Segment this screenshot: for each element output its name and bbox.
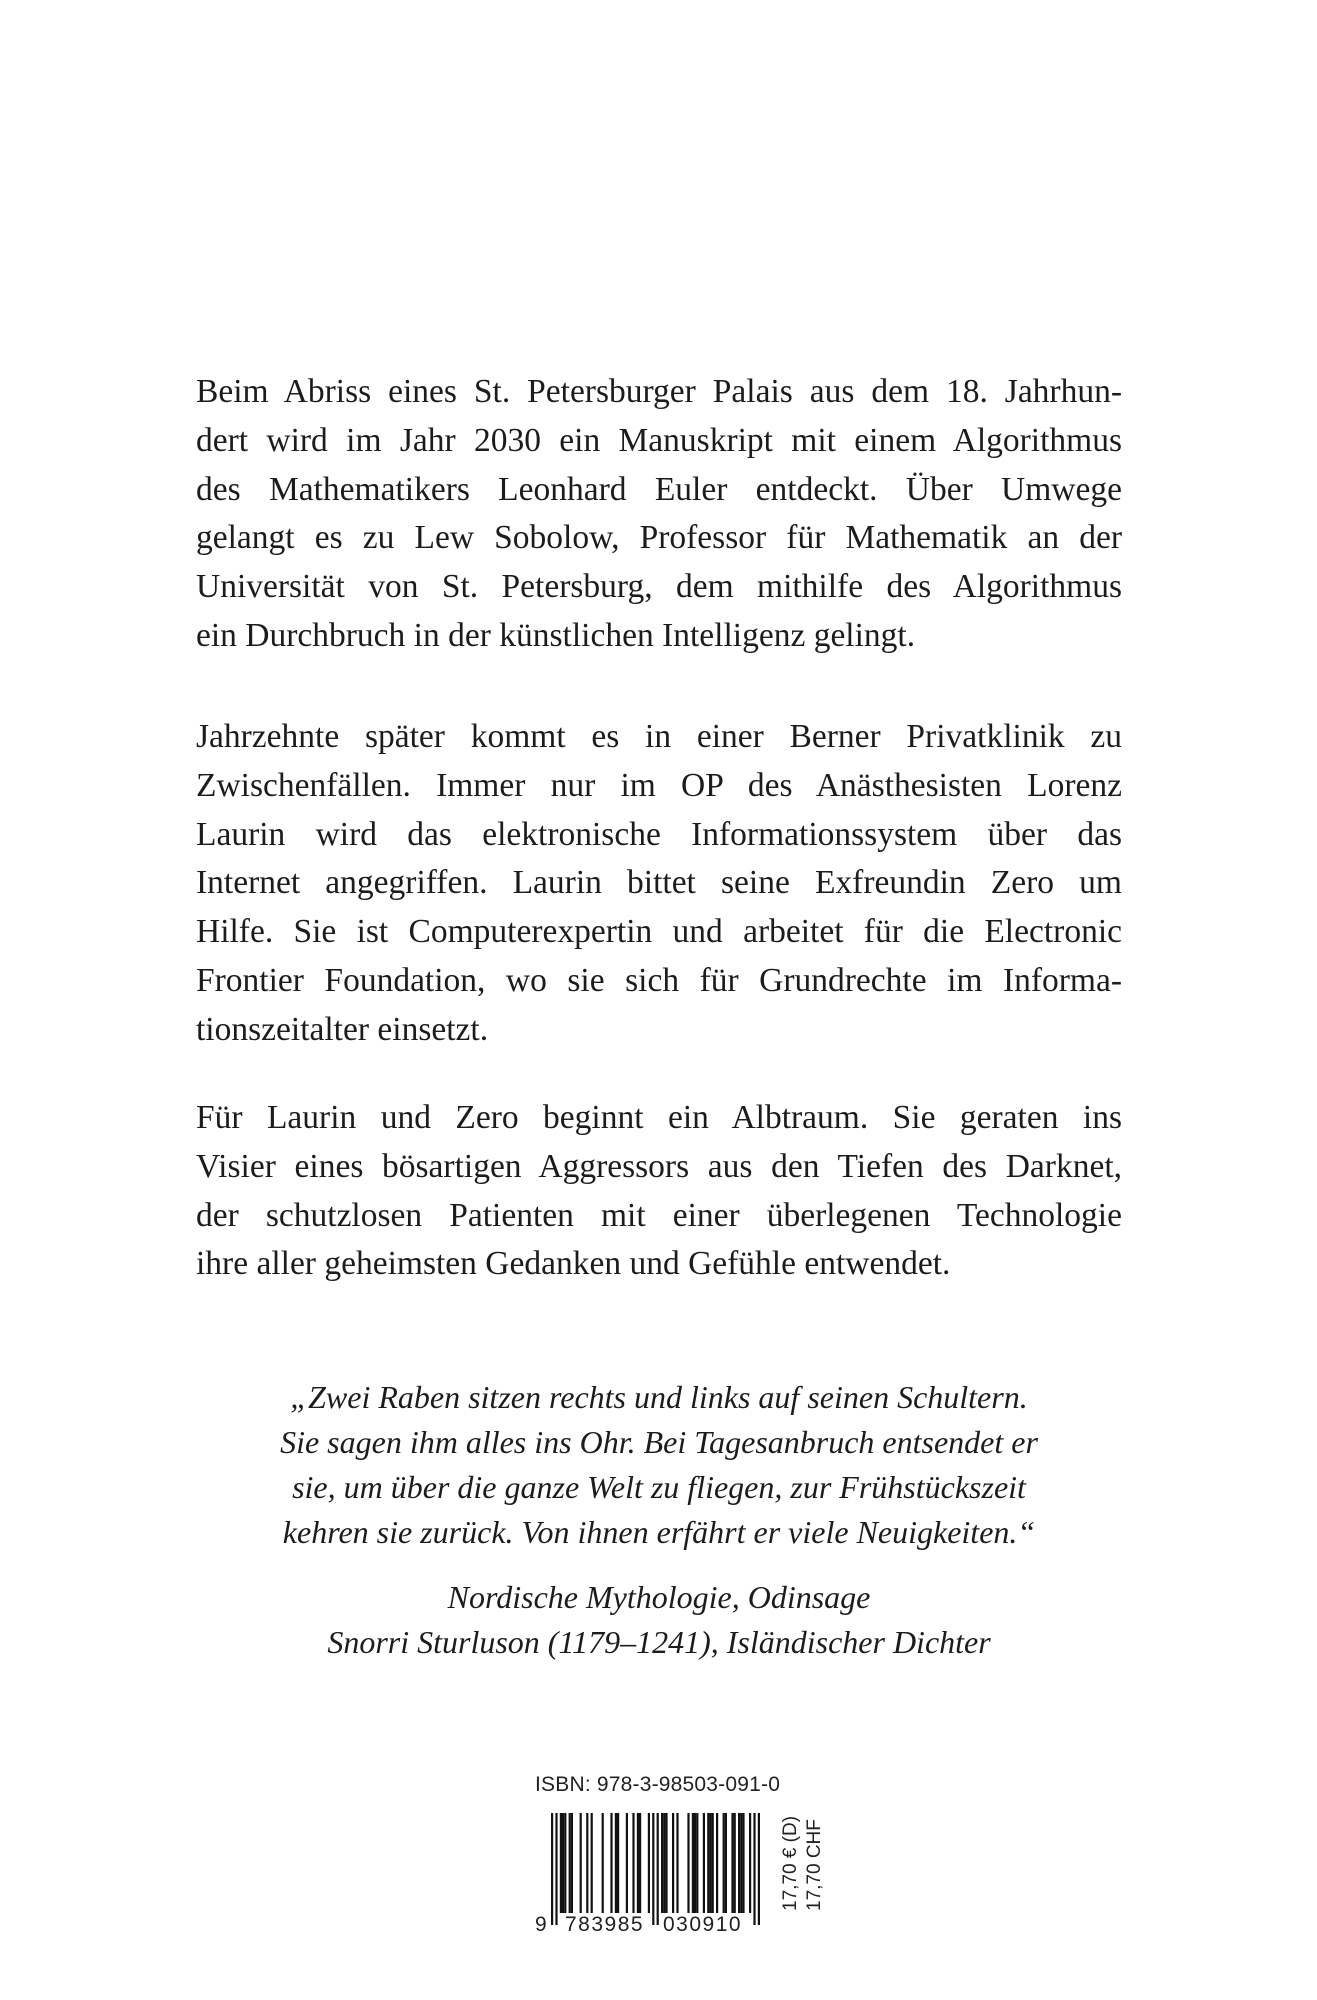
barcode-digits: [537, 1913, 777, 1939]
barcode-bar: [639, 1813, 641, 1913]
price-block: [780, 1803, 840, 1913]
blurb-line: ein Durchbruch in der künstlichen Intelligenz gelingt.: [196, 616, 916, 654]
barcode-bar: [665, 1813, 667, 1913]
blurb-paragraph-3: [196, 1094, 1122, 1289]
barcode-bar: [731, 1813, 733, 1913]
barcode-bar: [610, 1813, 612, 1913]
barcode-bar: [712, 1813, 714, 1913]
blurb-line: Beim Abriss eines St. Petersburger Palais aus dem 18. Jahrhun-: [196, 373, 1122, 410]
barcode-bar: [753, 1813, 755, 1925]
barcode-bar: [617, 1813, 619, 1913]
barcode-bar: [696, 1813, 698, 1913]
quote-line: sie, um über die ganze Welt zu fliegen, zur Frühstückszeit: [292, 1469, 1026, 1505]
barcode-bar: [716, 1813, 718, 1913]
barcode-bar: [615, 1813, 617, 1913]
barcode-bar: [632, 1813, 634, 1913]
blurb-line: Hilfe. Sie ist Computerexpertin und arbeitet für die Electronic: [196, 913, 1122, 951]
blurb-line: des Mathematikers Leonhard Euler entdeckt. Über Umwege: [196, 470, 1122, 508]
barcode-bar: [564, 1813, 566, 1913]
barcode-bar: [749, 1813, 751, 1913]
barcode-bar: [740, 1813, 742, 1913]
blurb-line: Frontier Foundation, wo sie sich für Grundrechte im Informa-: [196, 961, 1122, 999]
barcode-bar: [709, 1813, 711, 1913]
quote-line: Sie sagen ihm alles ins Ohr. Bei Tagesanbruch entsendet er: [280, 1424, 1038, 1460]
barcode-bar: [580, 1813, 582, 1913]
blurb-line: der schutzlosen Patienten mit einer überlegenen Technologie: [196, 1196, 1122, 1234]
barcode-bar: [672, 1813, 674, 1913]
barcode-bar: [657, 1813, 659, 1925]
barcode-bar: [626, 1813, 628, 1913]
barcode-bar: [703, 1813, 705, 1913]
barcode-bar: [586, 1813, 588, 1913]
blurb-line: Für Laurin und Zero beginnt ein Albtraum. Sie geraten ins: [196, 1099, 1122, 1136]
barcode-bar: [551, 1813, 553, 1925]
barcode-bar: [707, 1813, 709, 1913]
barcode-bar: [694, 1813, 696, 1913]
barcode: [535, 1813, 777, 1936]
blurb-line: Visier eines bösartigen Aggressors aus den Tiefen des Darknet,: [196, 1147, 1122, 1185]
barcode-bar: [555, 1813, 557, 1925]
blurb-line: gelangt es zu Lew Sobolow, Professor für Mathematik an der: [196, 519, 1122, 557]
barcode-left-digits: 783985: [565, 1913, 645, 1936]
barcode-bar: [723, 1813, 725, 1913]
epigraph-attribution: [196, 1575, 1122, 1665]
barcode-bar: [734, 1813, 736, 1913]
barcode-bar: [652, 1813, 654, 1925]
blurb-line: Laurin wird das elektronische Informationssystem über das: [196, 815, 1122, 853]
barcode-bar: [591, 1813, 593, 1913]
blurb-line: Universität von St. Petersburg, dem mithilfe des Algorithmus: [196, 568, 1122, 606]
quote-line: „Zwei Raben sitzen rechts und links auf seinen Schultern.: [290, 1379, 1028, 1415]
price-chf: 17,70 CHF: [804, 1819, 825, 1911]
barcode-bar: [742, 1813, 744, 1913]
blurb-line: Jahrzehnte später kommt es in einer Berner Privatklinik zu: [196, 718, 1122, 755]
barcode-bar: [692, 1813, 694, 1913]
barcode-bar: [569, 1813, 571, 1913]
epigraph-quote: [196, 1375, 1122, 1555]
attribution-line: Snorri Sturluson (1179–1241), Isländischer Dichter: [327, 1624, 991, 1660]
blurb-line: ihre aller geheimsten Gedanken und Gefühle entwendet.: [196, 1245, 951, 1283]
barcode-right-digits: 030910: [663, 1913, 743, 1936]
barcode-bar: [663, 1813, 665, 1913]
barcode-bar: [676, 1813, 678, 1913]
barcode-leading-digit: 9: [535, 1913, 547, 1936]
barcode-bar: [602, 1813, 604, 1913]
blurb-line: tionszeitalter einsetzt.: [196, 1010, 489, 1048]
barcode-bar: [571, 1813, 573, 1913]
barcode-bar: [562, 1813, 564, 1913]
barcode-bar: [687, 1813, 689, 1913]
isbn-label: ISBN: 978-3-98503-091-0: [535, 1773, 781, 1796]
barcode-bar: [758, 1813, 760, 1925]
blurb-line: Zwischenfällen. Immer nur im OP des Anästhesisten Lorenz: [196, 766, 1122, 804]
barcode-bar: [725, 1813, 727, 1913]
barcode-bar: [637, 1813, 639, 1913]
barcode-bar: [661, 1813, 663, 1913]
barcode-bar: [560, 1813, 562, 1913]
blurb-line: dert wird im Jahr 2030 ein Manuskript mit einem Algorithmus: [196, 421, 1122, 459]
barcode-bars: [537, 1813, 777, 1925]
price-eur: 17,70 € (D): [780, 1815, 801, 1911]
blurb-paragraph-2: [196, 713, 1122, 1055]
attribution-line: Nordische Mythologie, Odinsage: [447, 1579, 871, 1615]
barcode-bar: [738, 1813, 740, 1913]
barcode-bar: [648, 1813, 650, 1913]
quote-line: kehren sie zurück. Von ihnen erfährt er viele Neuigkeiten.“: [282, 1514, 1036, 1550]
blurb-line: Internet angegriffen. Laurin bittet seine Exfreundin Zero um: [196, 864, 1122, 902]
blurb-paragraph-1: [196, 368, 1122, 661]
